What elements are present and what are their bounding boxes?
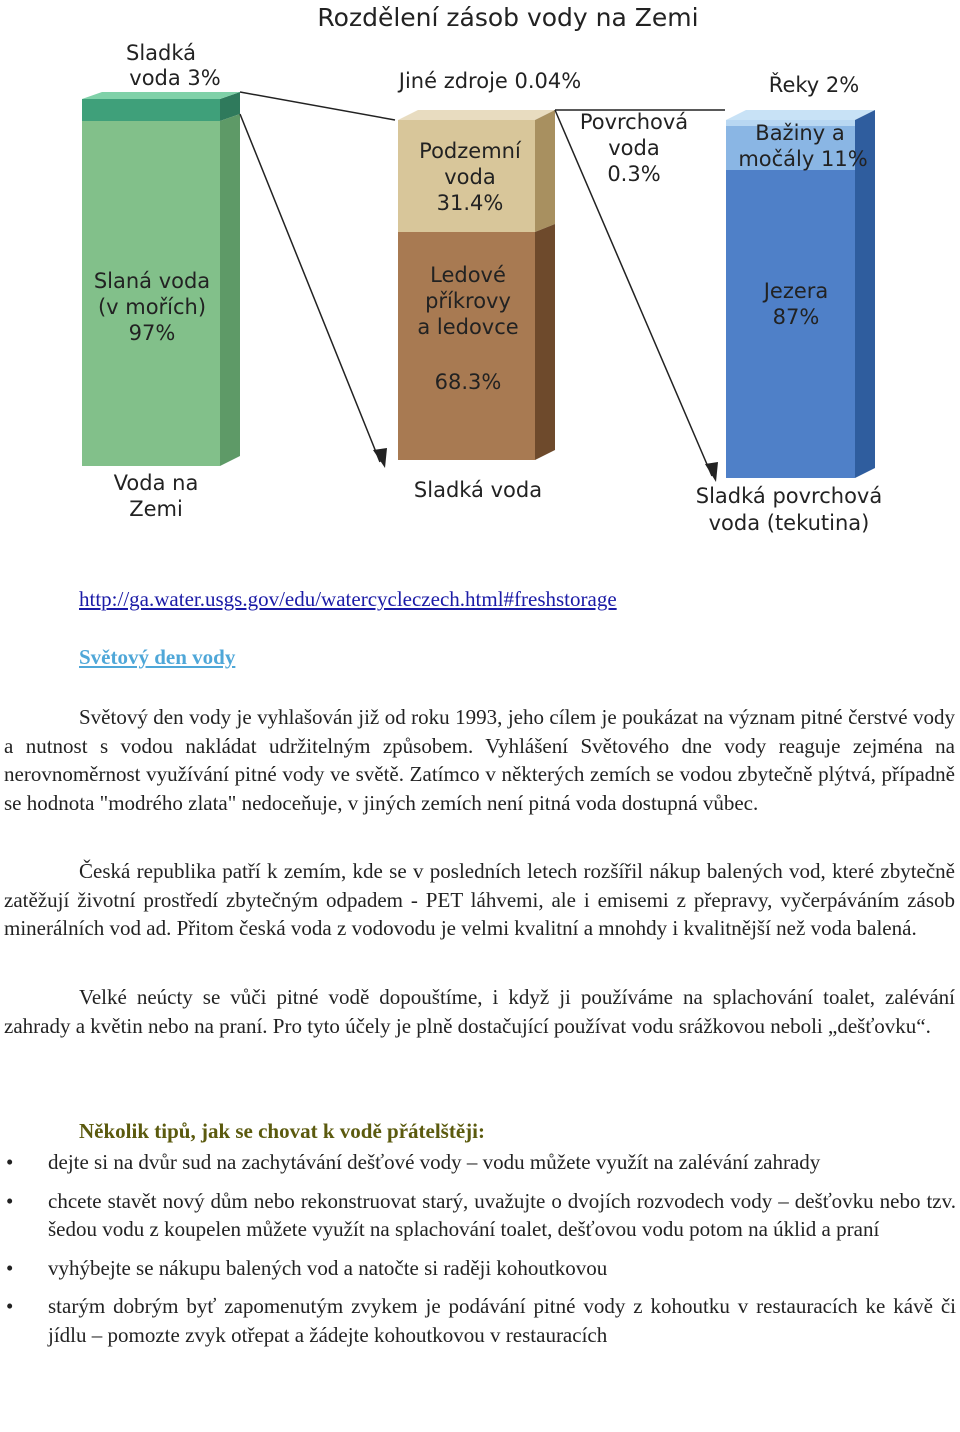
bullet-icon: • (6, 1188, 14, 1213)
bar-top (82, 92, 240, 99)
col2-top-label: Jiné zdroje 0.04% (398, 69, 582, 93)
col1-top-label-1: Sladká (125, 41, 197, 65)
col1-top-label-2: voda 3% (129, 66, 221, 90)
col3-body-label-2: 87% (772, 305, 820, 329)
figure-title: Rozdělení zásob vody na Zemi (317, 3, 699, 32)
connector-arrowhead-2 (705, 462, 718, 482)
bullet-icon: • (6, 1294, 14, 1318)
col2-bottom-label: Sladká voda (413, 478, 543, 502)
col3-bottom-label-1: Sladká povrchová (695, 484, 883, 508)
bar-freshwater-segment (82, 99, 220, 121)
tips-list (0, 1148, 956, 1359)
col2-upper-label-3: 31.4% (436, 191, 504, 215)
bar-saltwater-side (220, 114, 240, 466)
paragraph-world-water-day: Světový den vody je vyhlašován již od roku 1993, jeho cílem je poukázat na význam pitné čerstvé vody a nutnost s vodou nakládat udržitelným způsobem. Vyhlášení Světového dne vody reaguje zejména na nerovnoměrnost využívání pitné vody ve světě. Zatímco v některých zemích se vodou zbytečně plýtvá, případně se hodnota "modrého zlata" nedoceňuje, v jiných zemích není pitná voda dostupná vůbec. (4, 705, 955, 815)
tip-text: chcete stavět nový dům nebo rekonstruovat starý, uvažujte o dvojích rozvodech vody – dešťovku nebo tzv. šedou vodu z koupelen můžete využít na splachování toalet, dešťovou vodu potom na úklid a praní (48, 1188, 956, 1241)
col3-body-label-1: Jezera (763, 279, 829, 303)
col2-side-label-2: voda (608, 136, 660, 160)
bar-saltwater (82, 121, 220, 466)
paragraph-water-disrespect: Velké neúcty se vůči pitné vodě dopouštíme, i když ji používáme na splachování toalet, zalévání zahrady a květin nebo na praní. Pro tyto účely je plně dostačující používat vodu srážkovou neboli „dešťovku“. (4, 985, 955, 1038)
paragraph-czech-bottled-water: Česká republika patří k zemím, kde se v posledních letech rozšířil nákup balených vod, které zbytečně zatěžují životní prostředí zbytečným odpadem - PET láhvemi, ale i emisemi z přepravy, vyčerpáváním zásob minerálních vod ad. Přitom česká voda z vodovodu je velmi kvalitní a mnohdy i kvalitnější než voda balená. (4, 859, 955, 940)
bar2-top (398, 110, 555, 120)
col2-upper-label-1: Podzemní (419, 139, 521, 163)
col1-body-label-3: 97% (128, 321, 176, 345)
tip-text: dejte si na dvůr sud na zachytávání dešťové vody – vodu můžete využít na zalévání zahrady (48, 1150, 821, 1174)
col3-upper-label-1: Bažiny a (755, 121, 845, 145)
bullet-icon: • (6, 1255, 14, 1280)
bar-groundwater-side (535, 110, 555, 232)
list-item (0, 1254, 956, 1283)
col1-bottom-label-1: Voda na (113, 471, 199, 495)
bullet-icon: • (6, 1150, 14, 1174)
col1-bottom-label-2: Zemi (129, 497, 183, 521)
list-item (0, 1148, 956, 1177)
water-distribution-figure (0, 0, 960, 560)
col3-upper-label-2: močály 11% (738, 147, 868, 171)
tip-text: vyhýbejte se nákupu balených vod a natočte si raději kohoutkovou (48, 1255, 608, 1280)
col3-bottom-label-2: voda (tekutina) (708, 511, 870, 535)
col3-top-label: Řeky 2% (768, 73, 860, 97)
list-item (0, 1292, 956, 1349)
col2-lower-value: 68.3% (434, 370, 502, 394)
connector-line-lower (240, 114, 380, 462)
col2-upper-label-2: voda (444, 165, 496, 189)
tips-title: Několik tipů, jak se chovat k vodě přátelštěji: (79, 1119, 485, 1143)
col1-body-label-1: Slaná voda (93, 269, 211, 293)
col2-lower-label-2: příkrovy (425, 289, 511, 313)
connector-line-upper (240, 92, 395, 120)
col2-lower-label-1: Ledové (430, 263, 506, 287)
connector-arrowhead-1 (373, 448, 387, 468)
list-item (0, 1187, 956, 1244)
bar3-top (726, 110, 875, 120)
tip-text: starým dobrým byť zapomenutým zvykem je podávání pitné vody z kohoutku v restauracích ke kávě či jídlu – pomozte zvyk otřepat a žádejte kohoutkovou v restauracích (48, 1294, 956, 1347)
col2-side-label-3: 0.3% (607, 162, 661, 186)
col2-side-label-1: Povrchová (579, 110, 689, 134)
col2-lower-label-3: a ledovce (417, 315, 519, 339)
section-heading-link[interactable]: Světový den vody (79, 645, 236, 669)
bar-ice-side (535, 224, 555, 460)
source-link[interactable]: http://ga.water.usgs.gov/edu/watercycleczech.html#freshstorage (79, 587, 617, 611)
col1-body-label-2: (v mořích) (97, 295, 207, 319)
